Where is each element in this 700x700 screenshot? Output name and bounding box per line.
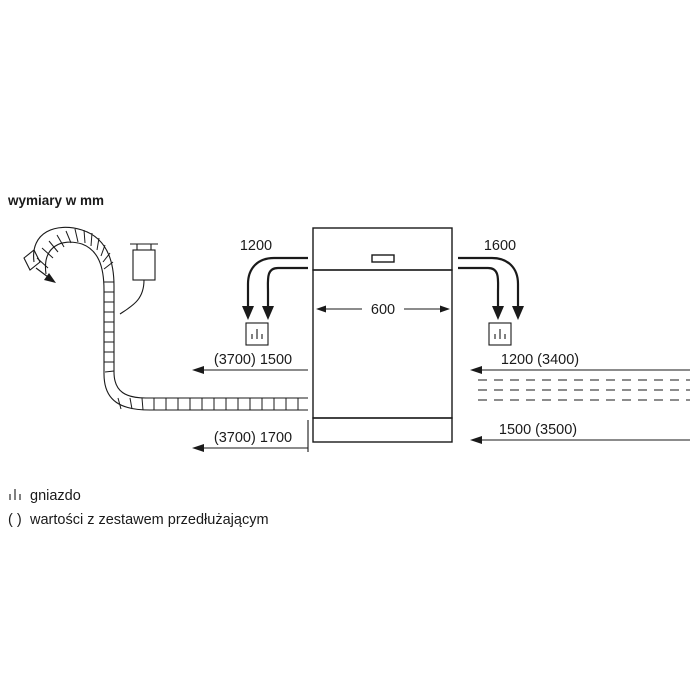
dimension-bottom-left: [192, 420, 308, 452]
dimension-label-top-right: 1600: [483, 238, 517, 254]
dimension-label-bottom-right: 1500 (3500): [498, 422, 578, 438]
legend-extension-label: wartości z zestawem przedłużającym: [30, 512, 269, 528]
drain-hose-graphic: [24, 227, 308, 410]
legend-extension: [8, 512, 269, 528]
dimension-label-bottom-left: (3700) 1700: [213, 430, 293, 446]
dimension-label-mid-right: 1200 (3400): [500, 352, 580, 368]
dimension-mid-right: [470, 352, 690, 400]
appliance-outline: [313, 228, 452, 442]
dimension-label-mid-left: (3700) 1500: [213, 352, 293, 368]
dimension-top-right: [458, 238, 524, 320]
socket-icon: [10, 489, 20, 500]
socket-symbol-right: [489, 323, 511, 345]
diagram-title: wymiary w mm: [8, 193, 105, 208]
dimension-top-left: [240, 238, 308, 320]
legend-socket: [10, 488, 81, 504]
power-plug-graphic: [120, 244, 158, 314]
dimension-label-top-left: 1200: [239, 238, 273, 254]
legend-socket-label: gniazdo: [30, 488, 81, 504]
width-dimension-600: [316, 302, 450, 318]
dimension-bottom-right: [470, 422, 690, 444]
parentheses-icon: ( ): [8, 512, 22, 528]
dimension-mid-left: [192, 352, 308, 374]
dimension-label-width: 600: [370, 302, 396, 318]
socket-symbol-left: [246, 323, 268, 345]
